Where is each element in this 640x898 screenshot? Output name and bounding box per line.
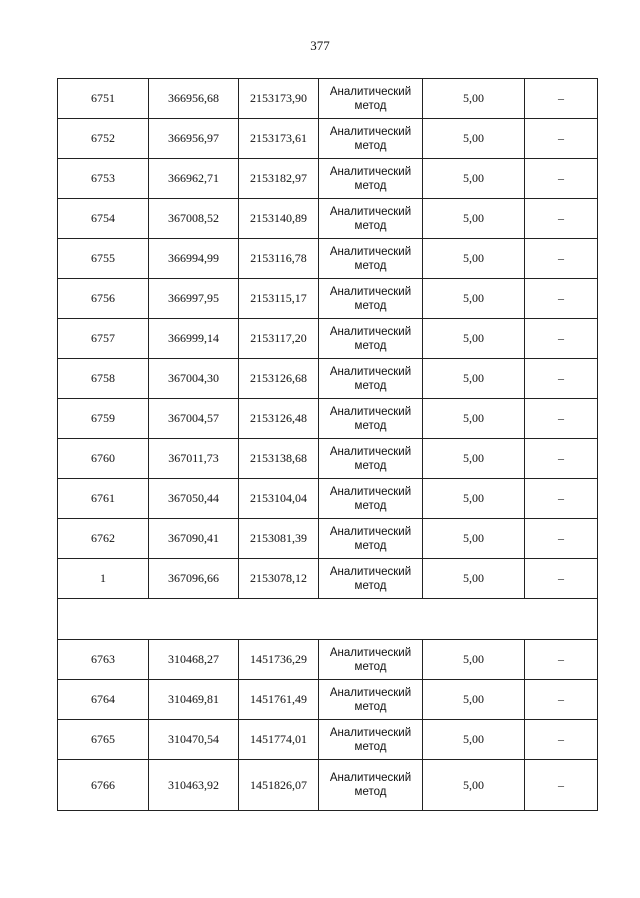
table-row [58, 79, 598, 119]
method-line-1: Аналитический [329, 445, 412, 458]
point-number-cell: 6763 [58, 640, 149, 680]
note-cell: – [525, 760, 598, 811]
method-cell [319, 439, 423, 479]
point-number-cell: 6759 [58, 399, 149, 439]
accuracy-cell: 5,00 [423, 199, 525, 239]
method-cell [319, 519, 423, 559]
point-number-cell: 6761 [58, 479, 149, 519]
method-cell [319, 279, 423, 319]
method-line-1: Аналитический [329, 525, 412, 538]
method-cell [319, 79, 423, 119]
table-row [58, 399, 598, 439]
method-line-2: метод [354, 786, 387, 798]
method-cell [319, 760, 423, 811]
method-line-1: Аналитический [329, 565, 412, 578]
point-number-cell: 6757 [58, 319, 149, 359]
y-coordinate-cell: 2153116,78 [239, 239, 319, 279]
method-cell [319, 399, 423, 439]
x-coordinate-cell: 367004,30 [149, 359, 239, 399]
accuracy-cell: 5,00 [423, 279, 525, 319]
method-cell [319, 720, 423, 760]
x-coordinate-cell: 367050,44 [149, 479, 239, 519]
table-row [58, 199, 598, 239]
table-row [58, 359, 598, 399]
coordinates-table [57, 78, 598, 811]
table-row [58, 680, 598, 720]
table-row [58, 479, 598, 519]
table-row [58, 119, 598, 159]
method-cell [319, 319, 423, 359]
x-coordinate-cell: 366999,14 [149, 319, 239, 359]
method-line-2: метод [354, 179, 387, 192]
note-cell: – [525, 359, 598, 399]
table-row [58, 319, 598, 359]
method-line-2: метод [354, 219, 387, 232]
method-line-1: Аналитический [329, 405, 412, 418]
point-number-cell: 6764 [58, 680, 149, 720]
x-coordinate-cell: 366962,71 [149, 159, 239, 199]
point-number-cell: 1 [58, 559, 149, 599]
method-line-1: Аналитический [329, 285, 412, 298]
method-line-2: метод [354, 299, 387, 312]
y-coordinate-cell: 2153138,68 [239, 439, 319, 479]
method-line-2: метод [354, 459, 387, 472]
method-line-2: метод [354, 339, 387, 352]
y-coordinate-cell: 1451761,49 [239, 680, 319, 720]
point-number-cell: 6766 [58, 760, 149, 811]
method-cell [319, 359, 423, 399]
method-line-1: Аналитический [329, 245, 412, 258]
method-cell [319, 159, 423, 199]
accuracy-cell: 5,00 [423, 720, 525, 760]
point-number-cell: 6756 [58, 279, 149, 319]
y-coordinate-cell: 2153078,12 [239, 559, 319, 599]
table-row [58, 760, 598, 811]
note-cell: – [525, 720, 598, 760]
y-coordinate-cell: 2153081,39 [239, 519, 319, 559]
table-row [58, 439, 598, 479]
method-line-2: метод [354, 419, 387, 432]
x-coordinate-cell: 366956,97 [149, 119, 239, 159]
method-line-2: метод [354, 259, 387, 272]
point-number-cell: 6755 [58, 239, 149, 279]
table-row [58, 279, 598, 319]
y-coordinate-cell: 2153115,17 [239, 279, 319, 319]
method-line-1: Аналитический [329, 686, 412, 699]
method-line-2: метод [354, 740, 387, 753]
accuracy-cell: 5,00 [423, 359, 525, 399]
accuracy-cell: 5,00 [423, 119, 525, 159]
x-coordinate-cell: 310469,81 [149, 680, 239, 720]
accuracy-cell: 5,00 [423, 680, 525, 720]
method-cell [319, 559, 423, 599]
method-line-1: Аналитический [329, 325, 412, 338]
x-coordinate-cell: 366994,99 [149, 239, 239, 279]
x-coordinate-cell: 310463,92 [149, 760, 239, 811]
method-cell [319, 199, 423, 239]
table-row [58, 559, 598, 599]
y-coordinate-cell: 2153173,61 [239, 119, 319, 159]
table-row [58, 239, 598, 279]
y-coordinate-cell: 2153126,48 [239, 399, 319, 439]
y-coordinate-cell: 1451736,29 [239, 640, 319, 680]
method-line-2: метод [354, 700, 387, 713]
method-line-2: метод [354, 499, 387, 512]
point-number-cell: 6754 [58, 199, 149, 239]
note-cell: – [525, 279, 598, 319]
y-coordinate-cell: 2153104,04 [239, 479, 319, 519]
method-cell [319, 239, 423, 279]
y-coordinate-cell: 2153140,89 [239, 199, 319, 239]
method-cell [319, 479, 423, 519]
note-cell: – [525, 559, 598, 599]
y-coordinate-cell: 2153173,90 [239, 79, 319, 119]
table-row [58, 519, 598, 559]
x-coordinate-cell: 367096,66 [149, 559, 239, 599]
method-line-2: метод [354, 139, 387, 152]
method-line-2: метод [354, 660, 387, 673]
x-coordinate-cell: 310468,27 [149, 640, 239, 680]
method-line-1: Аналитический [329, 125, 412, 138]
table-row [58, 159, 598, 199]
x-coordinate-cell: 310470,54 [149, 720, 239, 760]
table-row [58, 640, 598, 680]
method-line-2: метод [354, 379, 387, 392]
point-number-cell: 6753 [58, 159, 149, 199]
y-coordinate-cell: 1451826,07 [239, 760, 319, 811]
x-coordinate-cell: 367090,41 [149, 519, 239, 559]
y-coordinate-cell: 2153117,20 [239, 319, 319, 359]
method-cell [319, 680, 423, 720]
accuracy-cell: 5,00 [423, 519, 525, 559]
point-number-cell: 6752 [58, 119, 149, 159]
table-row [58, 720, 598, 760]
accuracy-cell: 5,00 [423, 239, 525, 279]
point-number-cell: 6760 [58, 439, 149, 479]
method-cell [319, 119, 423, 159]
method-line-1: Аналитический [329, 365, 412, 378]
point-number-cell: 6765 [58, 720, 149, 760]
method-line-1: Аналитический [329, 646, 412, 659]
accuracy-cell: 5,00 [423, 760, 525, 811]
method-line-2: метод [354, 99, 387, 112]
separator-cell [58, 599, 598, 640]
point-number-cell: 6758 [58, 359, 149, 399]
method-line-2: метод [354, 539, 387, 552]
method-line-1: Аналитический [329, 726, 412, 739]
note-cell: – [525, 640, 598, 680]
point-number-cell: 6751 [58, 79, 149, 119]
accuracy-cell: 5,00 [423, 479, 525, 519]
accuracy-cell: 5,00 [423, 439, 525, 479]
y-coordinate-cell: 1451774,01 [239, 720, 319, 760]
x-coordinate-cell: 366956,68 [149, 79, 239, 119]
accuracy-cell: 5,00 [423, 159, 525, 199]
method-line-1: Аналитический [329, 485, 412, 498]
y-coordinate-cell: 2153182,97 [239, 159, 319, 199]
method-line-1: Аналитический [329, 772, 412, 784]
method-line-1: Аналитический [329, 205, 412, 218]
note-cell: – [525, 399, 598, 439]
note-cell: – [525, 519, 598, 559]
x-coordinate-cell: 367004,57 [149, 399, 239, 439]
accuracy-cell: 5,00 [423, 399, 525, 439]
point-number-cell: 6762 [58, 519, 149, 559]
x-coordinate-cell: 367008,52 [149, 199, 239, 239]
method-line-2: метод [354, 579, 387, 592]
note-cell: – [525, 199, 598, 239]
accuracy-cell: 5,00 [423, 640, 525, 680]
accuracy-cell: 5,00 [423, 559, 525, 599]
note-cell: – [525, 319, 598, 359]
note-cell: – [525, 159, 598, 199]
accuracy-cell: 5,00 [423, 79, 525, 119]
y-coordinate-cell: 2153126,68 [239, 359, 319, 399]
x-coordinate-cell: 366997,95 [149, 279, 239, 319]
method-line-1: Аналитический [329, 165, 412, 178]
note-cell: – [525, 239, 598, 279]
contour-separator-row [58, 599, 598, 640]
note-cell: – [525, 439, 598, 479]
note-cell: – [525, 79, 598, 119]
coordinates-table-body [58, 79, 598, 811]
note-cell: – [525, 119, 598, 159]
note-cell: – [525, 479, 598, 519]
accuracy-cell: 5,00 [423, 319, 525, 359]
page-number: 377 [310, 38, 330, 53]
note-cell: – [525, 680, 598, 720]
method-line-1: Аналитический [329, 85, 412, 98]
x-coordinate-cell: 367011,73 [149, 439, 239, 479]
method-cell [319, 640, 423, 680]
